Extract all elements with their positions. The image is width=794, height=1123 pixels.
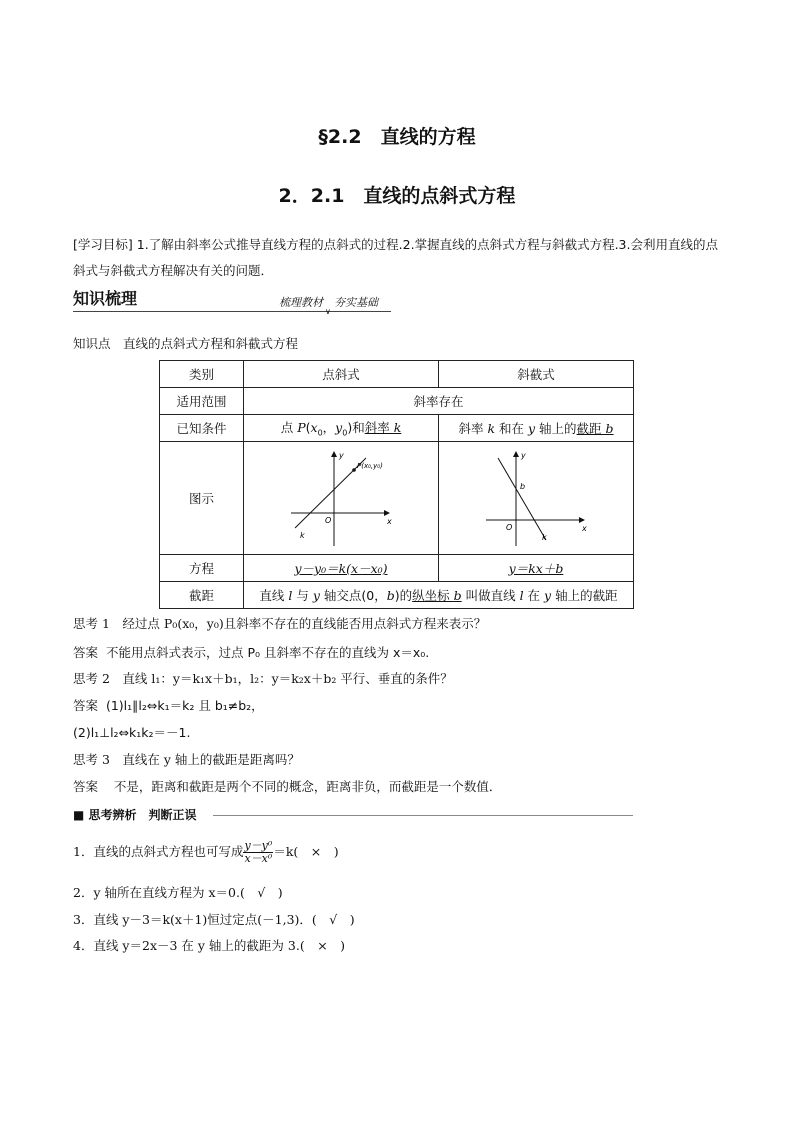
int-p2: 与 — [292, 588, 313, 603]
judgement-divider — [213, 815, 633, 816]
known-si-pre: 斜率 — [458, 421, 488, 436]
lesson-title: 2．2.1 直线的点斜式方程 — [278, 185, 516, 207]
knowledge-section-header — [73, 286, 391, 316]
known-ps-close: )和 — [347, 420, 365, 436]
section-divider — [73, 311, 391, 312]
scope-value: 斜率存在 — [244, 388, 634, 415]
judge-1-post: ＝k( × ) — [273, 844, 339, 859]
known-label: 已知条件 — [160, 415, 244, 442]
knowledge-point-heading: 知识点 直线的点斜式方程和斜截式方程 — [73, 336, 299, 351]
table-header-row — [160, 361, 634, 388]
slope-intercept-graph-cell — [439, 442, 634, 555]
answer-text: 不是，距离和截距是两个不同的概念，距离非负，而截距是一个数值． — [113, 779, 502, 794]
y-axis-label: y — [521, 451, 526, 460]
known-ps-slope-text: 斜率 — [364, 420, 394, 436]
intercept-definition — [244, 582, 634, 609]
answer-text: 不能用点斜式表示，过点 P₀ 且斜率不存在的直线为 x＝x₀. — [105, 645, 430, 660]
known-si-intercept-text: 截距 — [576, 421, 606, 436]
known-point-slope — [244, 415, 439, 442]
knowledge-section-title: 知识梳理 — [73, 289, 138, 308]
point-p0 — [352, 468, 356, 472]
line-k-label: k — [300, 531, 305, 540]
int-p5: 叫做直线 — [461, 588, 520, 603]
origin-label: O — [325, 516, 332, 525]
known-ps-comma: ， — [322, 420, 336, 436]
int-ub: b — [453, 588, 462, 603]
think-1-question: 思考 1 经过点 P₀(x₀，y₀)且斜率不存在的直线能否用点斜式方程来表示？ — [73, 616, 487, 631]
int-p3: 轴交点(0， — [319, 588, 387, 603]
learning-objectives — [73, 232, 723, 284]
slope-intercept-graph — [476, 448, 596, 548]
judge-item-3: 3．直线 y－3＝k(x＋1)恒过定点(－1,3)．( √ ) — [73, 912, 355, 927]
judge-1-fraction — [243, 840, 273, 865]
point-slope-graph — [281, 448, 401, 548]
table-row-graph — [160, 442, 634, 555]
known-si-mid2: 轴上的 — [535, 421, 577, 436]
intercept-b-label: b — [520, 482, 526, 491]
int-y: y — [312, 588, 320, 603]
think-1-answer — [73, 643, 429, 661]
table-row-known — [160, 415, 634, 442]
header-slope-intercept: 斜截式 — [439, 361, 634, 388]
judge-1-denominator: x－x⁰ — [244, 852, 273, 865]
known-ps-x: x — [310, 420, 318, 436]
judge-1-pre: 1．直线的点斜式方程也可写成 — [73, 844, 244, 859]
header-category: 类别 — [160, 361, 244, 388]
equation-point-slope: y－y₀＝k(x－x₀) — [244, 555, 439, 582]
graph-label: 图示 — [160, 442, 244, 555]
known-si-b: b — [605, 421, 614, 436]
int-l: l — [288, 588, 293, 603]
int-p1: 直线 — [259, 588, 289, 603]
known-ps-pre: 点 — [280, 420, 298, 436]
known-ps-y: y — [335, 420, 343, 436]
x-axis-label: x — [582, 524, 587, 533]
table-row-scope — [160, 388, 634, 415]
int-p7: 轴上的截距 — [551, 588, 618, 603]
divider-mark-icon: ∨ — [325, 307, 331, 316]
table-row-equation — [160, 555, 634, 582]
think-2-question: 思考 2 直线 l₁：y＝k₁x＋b₁，l₂：y＝k₂x＋b₂ 平行、垂直的条件？ — [73, 671, 453, 686]
known-ps-slope — [365, 420, 402, 435]
known-si-mid: 和在 — [495, 421, 528, 436]
known-ps-xsub: 0 — [317, 428, 323, 438]
int-underlined — [412, 588, 462, 603]
judgement-section-header — [73, 806, 633, 824]
known-ps-ysub: 0 — [342, 428, 348, 438]
int-u: 纵坐标 — [412, 588, 454, 603]
int-p4: )的 — [394, 588, 413, 603]
objectives-tag: [学习目标] — [73, 237, 133, 252]
think-3-answer — [73, 777, 501, 795]
known-ps-k: k — [393, 420, 402, 436]
objectives-text: 1.了解由斜率公式推导直线方程的点斜式的过程.2.掌握直线的点斜式方程与斜截式方程.3.会利用直线的点斜式与斜截式方程解决有关的问题． — [73, 237, 718, 278]
answer-tag: 答案 — [73, 645, 99, 660]
origin-label: O — [506, 523, 513, 532]
section-title: §2.2 直线的方程 — [318, 126, 476, 148]
intercept-label: 截距 — [160, 582, 244, 609]
think-2-answer-line2: (2)l₁⊥l₂⇔k₁k₂＝－1. — [73, 725, 191, 740]
judge-item-1 — [73, 840, 339, 865]
answer-tag: 答案 — [73, 698, 99, 713]
known-slope-intercept — [439, 415, 634, 442]
judge-item-2: 2．y 轴所在直线方程为 x＝0.( √ ) — [73, 885, 283, 900]
int-y2: y — [544, 588, 552, 603]
think-3-question: 思考 3 直线在 y 轴上的截距是距离吗？ — [73, 752, 300, 767]
table-row-intercept — [160, 582, 634, 609]
answer-text-1: (1)l₁∥l₂⇔k₁＝k₂ 且 b₁≠b₂， — [105, 698, 264, 713]
int-l2: l — [519, 588, 524, 603]
think-2-answer — [73, 696, 264, 714]
judge-item-4: 4．直线 y＝2x－3 在 y 轴上的截距为 3.( × ) — [73, 938, 346, 953]
known-si-k: k — [487, 421, 496, 436]
answer-tag: 答案 — [73, 779, 99, 794]
equation-label: 方程 — [160, 555, 244, 582]
known-si-y: y — [527, 421, 536, 436]
known-si-intercept — [577, 421, 614, 436]
knowledge-section-subtitle: 梳理教材 夯实基础 — [279, 296, 378, 309]
y-axis-label: y — [339, 451, 344, 460]
judgement-title: ■ 思考辨析 判断正误 — [73, 808, 197, 822]
known-ps-P: P — [297, 420, 306, 436]
header-point-slope: 点斜式 — [244, 361, 439, 388]
scope-label: 适用范围 — [160, 388, 244, 415]
known-ps-open: ( — [305, 420, 311, 436]
int-b: b — [386, 588, 395, 603]
judge-1-numerator: y－y⁰ — [244, 839, 273, 852]
point-slope-graph-cell — [244, 442, 439, 555]
point-p0-label: P(x₀,y₀) — [357, 462, 383, 470]
equation-slope-intercept: y＝kx＋b — [439, 555, 634, 582]
line-equation-table — [159, 360, 634, 609]
line-k-label: k — [542, 533, 547, 542]
int-p6: 在 — [523, 588, 545, 603]
x-axis-label: x — [387, 517, 392, 526]
